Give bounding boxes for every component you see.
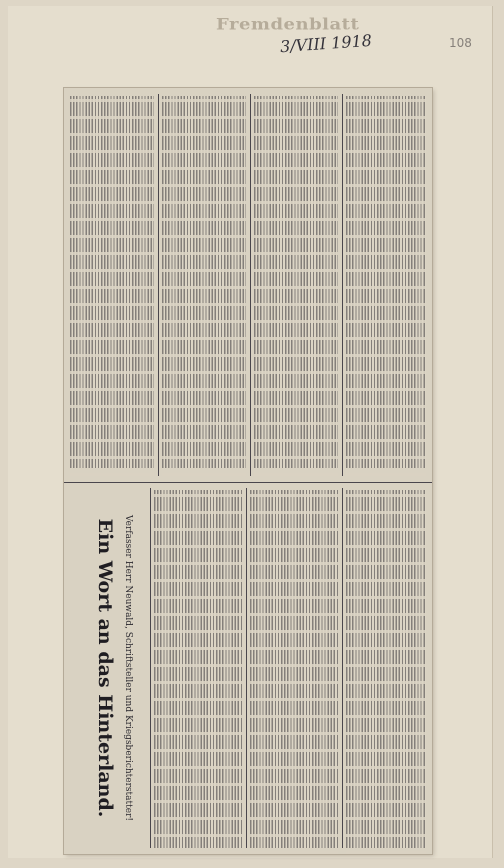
column-rule — [342, 94, 343, 476]
article-headline: Ein Wort an das Hinterland. — [94, 518, 116, 818]
newspaper-clipping — [64, 88, 432, 854]
newspaper-stamp: Fremdenblatt — [216, 15, 360, 34]
handwritten-date: 3/VIII 1918 — [279, 30, 373, 57]
article-column-6 — [250, 484, 338, 854]
headline-block — [64, 482, 146, 854]
article-column-7 — [346, 484, 426, 854]
column-rule — [342, 488, 343, 848]
column-rule — [150, 488, 151, 848]
article-column-3 — [254, 88, 338, 476]
column-rule — [158, 94, 159, 476]
column-rule — [246, 488, 247, 848]
article-byline: Verfasser Herr Neuwald, Schriftsteller und Kriegsberichterstatter! — [123, 515, 133, 821]
article-column-1 — [70, 88, 154, 476]
column-rule — [250, 94, 251, 476]
article-column-5 — [154, 484, 242, 854]
article-column-4 — [346, 88, 426, 476]
article-column-2 — [162, 88, 246, 476]
corner-mark: 108 — [449, 36, 472, 50]
